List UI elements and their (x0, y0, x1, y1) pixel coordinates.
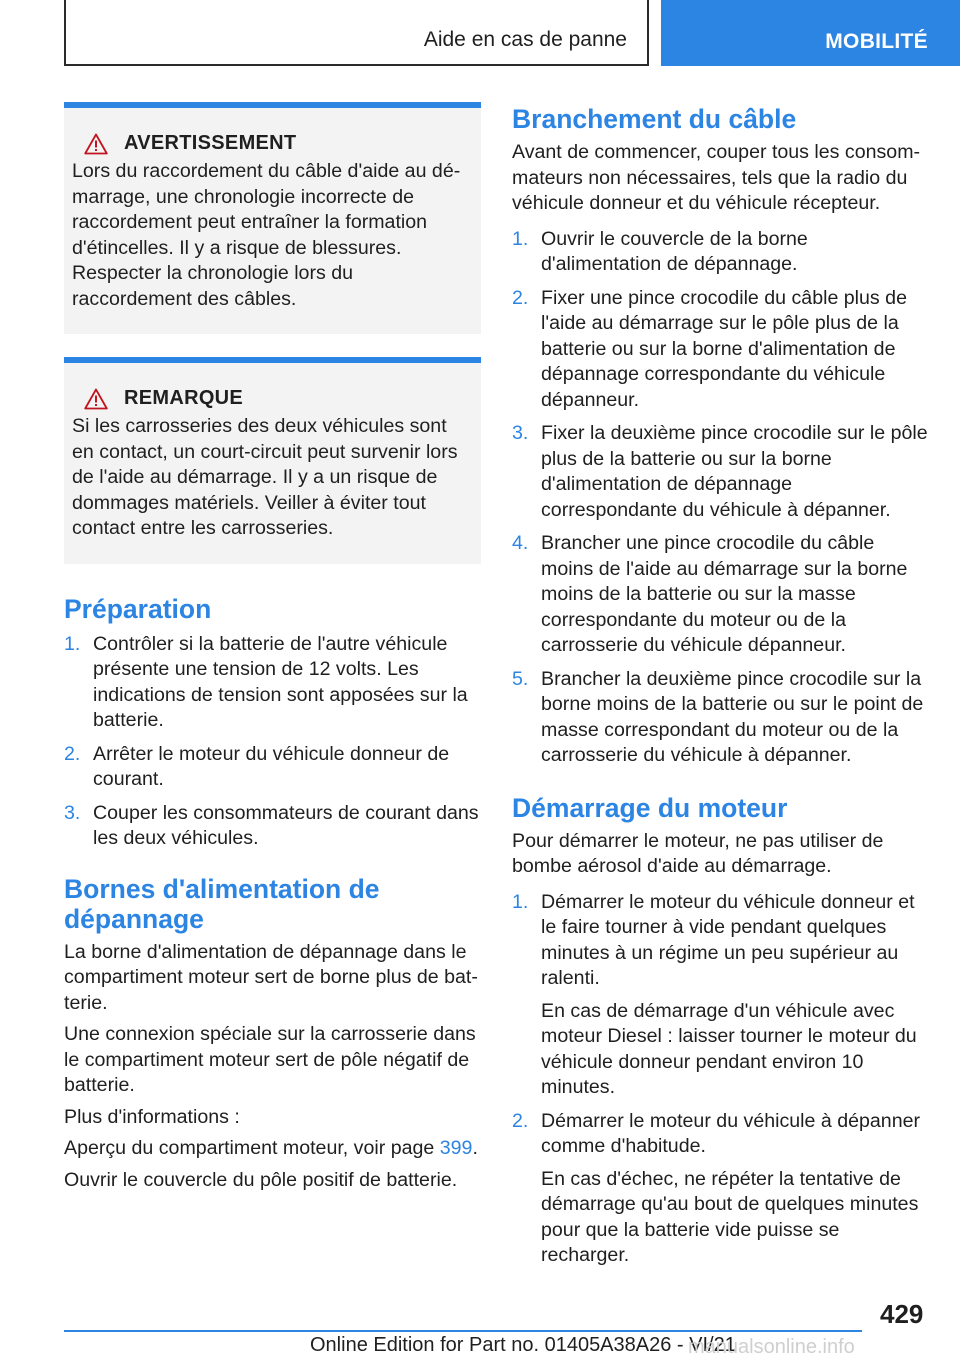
list-item (512, 227, 928, 278)
warning-text: Lors du raccordement du câble d'aide au démarrage, une chronologie incorrecte de raccordement peut entraîner la formation d'étincelles. Il y a risque de blessures. Respecter la chronologie lors du raccordement des câbles. (72, 160, 461, 310)
step-body (541, 1109, 928, 1269)
step-text: Ouvrir le couvercle de la borne d'alimentation de dépannage. (541, 227, 808, 275)
step-number: 2. (512, 286, 529, 309)
list-item (512, 667, 928, 769)
step-text: Fixer une pince crocodile du câble plus de l'aide au démarrage sur le pôle plus de la batterie ou sur la borne d'alimentation de dépannage correspondante du véhicule dépanneur. (541, 286, 907, 411)
step-text: Démarrer le moteur du véhicule donneur et le faire tourner à vide pendant quelques minutes à un régime un peu supérieur au ralenti. (541, 890, 915, 989)
page-number: 429 (880, 1299, 924, 1329)
terminals-para-5: Ouvrir le couvercle du pôle positif de batterie. (64, 1168, 458, 1191)
warning-title-text: AVERTISSEMENT (124, 132, 297, 154)
warning-triangle-icon (84, 133, 108, 155)
step-number: 2. (512, 1109, 529, 1132)
engine-start-intro: Pour démarrer le moteur, ne pas utiliser de bombe aérosol d'aide au démarrage. (512, 829, 884, 877)
step-text: Contrôler si la batterie de l'autre véhicule présente une tension de 12 volts. Les indications de tension sont apposées sur la batterie. (93, 632, 468, 731)
engine-start-steps (512, 890, 928, 1269)
cable-steps (512, 227, 928, 769)
list-item (512, 890, 928, 1101)
step-note: En cas d'échec, ne répéter la tentative de démarrage qu'au bout de quelques minutes pour que la batterie vide puisse se recharger. (541, 1167, 919, 1266)
cable-heading: Branchement du câble (512, 104, 797, 134)
left-column (64, 102, 481, 1193)
header-chapter-tab (661, 0, 960, 66)
step-number: 3. (64, 801, 81, 824)
terminals-para-3: Plus d'informations : (64, 1105, 240, 1128)
step-text: Arrêter le moteur du véhicule donneur de courant. (93, 742, 450, 790)
step-number: 1. (512, 227, 529, 250)
step-text: Brancher une pince crocodile du câble moins de l'aide au démarrage sur la borne moins de la batterie ou sur la masse correspondante du moteur ou de la carrosserie du véhicule dépanneur. (541, 532, 908, 656)
page-ref-suffix: . (472, 1137, 478, 1159)
list-item (64, 801, 481, 852)
list-item (64, 742, 481, 793)
terminals-para-2: Une connexion spéciale sur la carrosserie dans le compartiment moteur sert de pôle négatif de batterie. (64, 1023, 476, 1096)
list-item (512, 286, 928, 414)
step-body (541, 890, 928, 1101)
step-text: Fixer la deuxième pince crocodile sur le pôle plus de la batterie ou sur la borne d'alimentation de dépannage correspondante du véhicule à dépanner. (541, 422, 928, 521)
terminals-heading: Bornes d'alimentation de dépannage (64, 873, 380, 934)
note-box (64, 357, 481, 564)
warning-box (64, 102, 481, 334)
step-note: En cas de démarrage d'un véhicule avec moteur Diesel : laisser tourner le moteur du véhicule donneur pendant environ 10 minutes. (541, 999, 917, 1098)
warning-triangle-icon (84, 388, 108, 410)
engine-start-heading: Démarrage du moteur (512, 792, 788, 823)
right-column (512, 102, 928, 1277)
list-item (512, 531, 928, 659)
step-number: 5. (512, 667, 529, 690)
list-item (64, 632, 481, 734)
watermark: manualsonline.info (688, 1336, 855, 1358)
step-number: 2. (64, 742, 81, 765)
terminals-para-4 (64, 1136, 481, 1162)
note-text: Si les carrosseries des deux véhicules sont en contact, un court-circuit peut survenir lors de l'aide au démarrage. Il y a un risque de dommages matériels. Veiller à éviter tout contact entre les carrosseries. (72, 415, 458, 539)
header-chapter-title: MOBILITÉ (825, 30, 928, 53)
step-number: 1. (64, 632, 81, 655)
step-number: 4. (512, 532, 529, 554)
step-text: Brancher la deuxième pince crocodile sur la borne moins de la batterie ou sur le point de masse correspondant du moteur ou de la carrosserie du véhicule à dépanner. (541, 667, 924, 766)
page-ref-prefix: Aperçu du compartiment moteur, voir page (64, 1137, 440, 1159)
footer-divider (64, 1330, 862, 1332)
preparation-steps (64, 632, 481, 852)
page-ref-link[interactable]: 399 (439, 1137, 473, 1159)
step-number: 3. (512, 422, 529, 444)
header-section-tab (64, 0, 649, 66)
note-box-title (72, 387, 473, 410)
step-number: 1. (512, 890, 529, 913)
cable-intro: Avant de commencer, couper tous les consommateurs non nécessaires, tels que la radio du véhicule donneur et du véhicule récepteur. (512, 141, 921, 214)
warning-box-title (72, 132, 473, 155)
footer-edition: Online Edition for Part no. 01405A38A26 - VI/21 (310, 1334, 736, 1356)
preparation-heading: Préparation (64, 593, 212, 624)
step-text: Démarrer le moteur du véhicule à dépanner comme d'habitude. (541, 1109, 921, 1157)
terminals-para-1: La borne d'alimentation de dépannage dans le compartiment moteur sert de borne plus de batterie. (64, 940, 478, 1014)
list-item (512, 1109, 928, 1269)
step-text: Couper les consommateurs de courant dans les deux véhicules. (93, 801, 479, 849)
list-item (512, 421, 928, 523)
note-title-text: REMARQUE (124, 387, 244, 409)
header-section-title: Aide en cas de panne (423, 28, 627, 51)
